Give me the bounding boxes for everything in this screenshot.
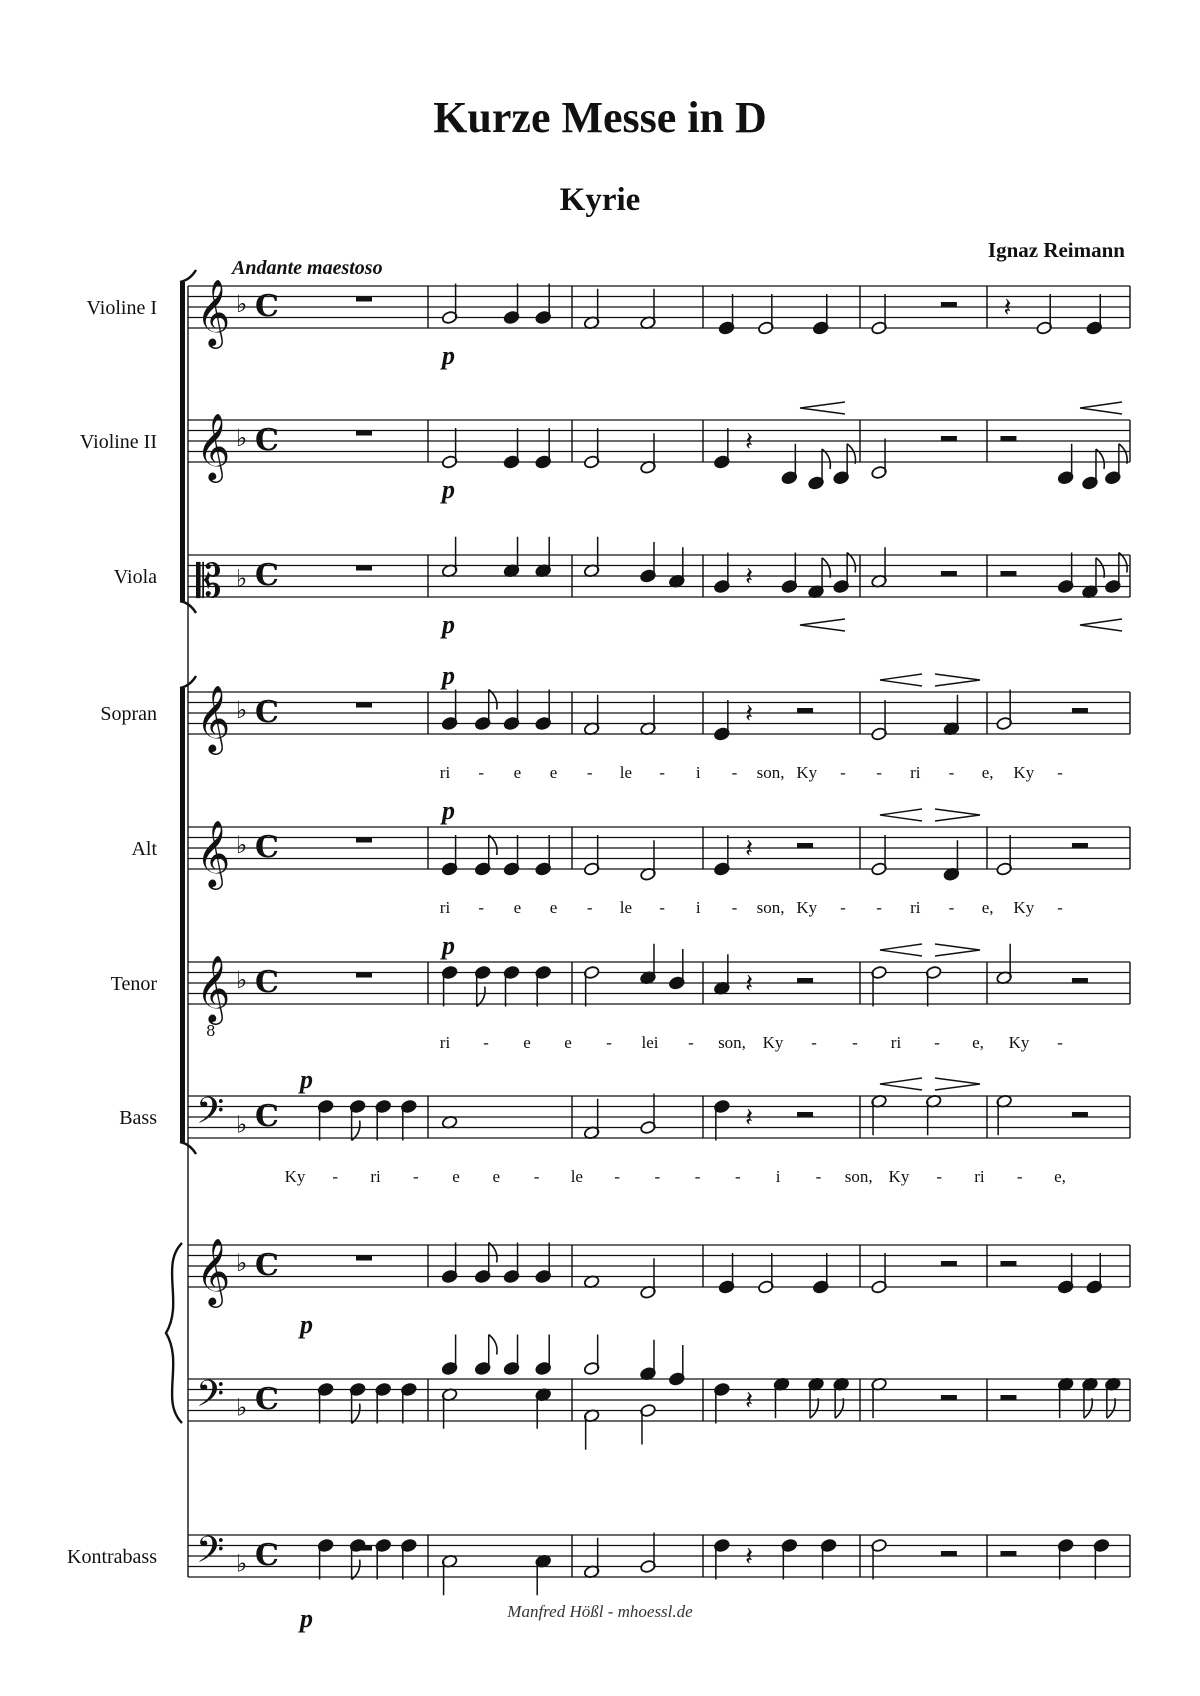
lyric-syllable: e <box>492 1167 501 1186</box>
common-time-icon: C <box>255 1382 279 1417</box>
key-flat-icon: ♭ <box>236 424 248 452</box>
lyric-syllable: - <box>735 1167 741 1186</box>
crescendo-hairpin <box>800 619 845 631</box>
lyric-syllable: ri <box>370 1167 381 1186</box>
dynamic-piano: p <box>442 341 455 370</box>
key-flat-icon: ♭ <box>236 564 248 593</box>
key-flat-icon: ♭ <box>236 290 248 318</box>
notes <box>317 284 1127 1596</box>
clef-treble-icon: 𝄞 <box>196 278 231 346</box>
lyric-syllable: e <box>549 898 558 917</box>
lyric-syllable: - <box>614 1167 620 1186</box>
quarter-rest-icon: 𝄽 <box>745 1103 754 1133</box>
crescendo-hairpin <box>1080 619 1122 631</box>
lyric-syllable: - <box>688 1033 694 1052</box>
note-flag <box>1084 1398 1092 1418</box>
whole-rest-icon <box>356 973 372 978</box>
strings-bracket <box>180 282 185 601</box>
choir-bracket <box>180 688 185 1142</box>
key-flat-icon: ♭ <box>236 831 248 859</box>
clef-bass-icon: 𝄢 <box>196 1373 225 1424</box>
lyric-syllable: e <box>564 1033 572 1052</box>
note-flag <box>1107 1398 1115 1418</box>
lyric-syllable: - <box>840 763 846 782</box>
lyric-syllable: - <box>948 898 955 917</box>
lyric-syllable: Ky <box>1008 1033 1030 1052</box>
common-time-icon: C <box>255 1538 279 1573</box>
composer-name: Ignaz Reimann <box>987 238 1125 262</box>
piano-brace <box>166 1243 182 1423</box>
quarter-rest-icon: 𝄽 <box>745 969 754 999</box>
clef-bass-icon: 𝄢 <box>196 1529 225 1580</box>
lyric-syllable: Ky <box>796 898 818 917</box>
lyric-syllable: - <box>483 1033 489 1052</box>
quarter-rest-icon: 𝄽 <box>745 427 754 457</box>
lyric-syllable: - <box>731 763 738 782</box>
common-time-icon: C <box>255 695 279 730</box>
barlines <box>188 286 1130 1577</box>
lyric-syllable: i <box>695 898 701 917</box>
quarter-rest-icon: 𝄽 <box>745 834 754 864</box>
lyric-syllable: - <box>654 1167 661 1186</box>
clef-treble-8-icon: 𝄞 <box>196 954 231 1022</box>
lyric-syllable: e <box>549 763 558 782</box>
key-flat-icon: ♭ <box>236 1549 248 1578</box>
lyric-syllable: ri <box>910 898 921 917</box>
quarter-rest-icon: 𝄽 <box>745 1542 754 1572</box>
dynamic-piano: p <box>300 1604 313 1633</box>
half-rest-icon <box>941 1261 957 1266</box>
common-time-icon: C <box>255 1099 279 1134</box>
staff-label-kontrabass: Kontrabass <box>67 1546 157 1568</box>
lyric-syllable: Ky <box>762 1033 784 1052</box>
staff-label-bass: Bass <box>119 1107 157 1129</box>
lyric-syllable: - <box>934 1033 940 1052</box>
lyric-syllable: e, <box>972 1033 984 1052</box>
dynamic-piano: p <box>300 1065 313 1094</box>
lyric-syllable: Ky <box>888 1167 910 1186</box>
half-rest-icon <box>1072 978 1088 983</box>
clef-treble-icon: 𝄞 <box>196 819 231 887</box>
lyric-syllable: - <box>659 898 665 917</box>
lyric-syllable: le <box>619 898 633 917</box>
lyric-syllable: - <box>586 898 593 917</box>
dynamic-piano: p <box>442 661 455 690</box>
whole-rest-icon <box>356 703 372 708</box>
whole-rest-icon <box>356 297 372 302</box>
decrescendo-hairpin <box>935 674 980 686</box>
staff-label-viola: Viola <box>113 566 157 588</box>
staff-label-violine1: Violine I <box>86 297 157 319</box>
lyric-syllable: lei <box>641 1033 659 1052</box>
lyric-syllable: Ky <box>284 1167 306 1186</box>
key-flat-icon: ♭ <box>236 1110 248 1139</box>
whole-rest-icon <box>356 566 372 571</box>
crescendo-hairpin <box>880 674 922 686</box>
half-rest-icon <box>941 571 957 576</box>
lyric-syllable: - <box>731 898 738 917</box>
key-flat-icon: ♭ <box>236 1249 248 1277</box>
lyric-syllable: i <box>775 1167 781 1186</box>
half-rest-icon <box>1072 843 1088 848</box>
staff-label-violine2: Violine II <box>79 431 157 453</box>
note-flag <box>1119 444 1127 464</box>
lyric-syllable: Ky <box>1013 898 1035 917</box>
lyric-syllable: i <box>695 763 701 782</box>
lyric-syllable: son, <box>718 1033 746 1052</box>
dynamic-piano: p <box>442 475 455 504</box>
half-rest-icon <box>941 302 957 307</box>
whole-rest-icon <box>356 1256 372 1261</box>
half-rest-icon <box>1000 1395 1016 1400</box>
key-flat-icon: ♭ <box>236 966 248 994</box>
lyric-syllable: - <box>478 898 485 917</box>
key-flat-icon: ♭ <box>236 696 248 724</box>
half-rest-icon <box>1072 708 1088 713</box>
common-time-icon: C <box>255 423 279 458</box>
lyric-syllable: - <box>811 1033 817 1052</box>
lyric-syllable: - <box>815 1167 822 1186</box>
clef-treble-icon: 𝄞 <box>196 684 231 752</box>
strings-bracket-top <box>180 270 196 282</box>
clef-bass-icon: 𝄢 <box>196 1090 225 1141</box>
lyric-syllable: ri <box>439 1033 451 1052</box>
lyric-syllable: - <box>586 763 593 782</box>
lyric-syllable: - <box>606 1033 612 1052</box>
crescendo-hairpin <box>880 809 922 821</box>
lyric-syllable: - <box>936 1167 943 1186</box>
common-time-icon: C <box>255 289 279 324</box>
common-time-icon: C <box>255 830 279 865</box>
lyric-syllable: son, <box>756 763 785 782</box>
whole-rest-icon <box>356 431 372 436</box>
crescendo-hairpin <box>880 1078 922 1090</box>
movement-title: Kyrie <box>559 182 641 218</box>
lyric-syllable: ri <box>910 763 921 782</box>
lyric-syllable: e <box>513 898 522 917</box>
whole-rest-icon <box>356 1546 372 1551</box>
lyric-syllable: ri <box>974 1167 985 1186</box>
key-flat-icon: ♭ <box>236 1393 248 1422</box>
half-rest-icon <box>797 708 813 713</box>
crescendo-hairpin <box>880 944 922 956</box>
note-flag <box>822 558 830 578</box>
lyric-syllable: - <box>1016 1167 1023 1186</box>
lyric-syllable: - <box>1057 898 1063 917</box>
note-flag <box>489 1335 497 1355</box>
decrescendo-hairpin <box>935 944 980 956</box>
half-rest-icon <box>941 436 957 441</box>
half-rest-icon <box>1000 436 1016 441</box>
lyric-syllable: ri <box>439 898 451 917</box>
half-rest-icon <box>941 1551 957 1556</box>
lyric-syllable: ri <box>439 763 451 782</box>
common-time-icon: C <box>255 1248 279 1283</box>
lyric-syllable: - <box>852 1033 858 1052</box>
lyric-syllable: son, <box>756 898 785 917</box>
note-flag <box>847 444 855 464</box>
clef-treble-icon: 𝄞 <box>196 1237 231 1305</box>
dynamic-piano: p <box>442 796 455 825</box>
note-flag <box>1096 558 1104 578</box>
lyric-syllable: e <box>513 763 522 782</box>
lyric-syllable: - <box>1057 763 1063 782</box>
lyric-syllable: ri <box>890 1033 902 1052</box>
lyric-syllable: le <box>619 763 633 782</box>
crescendo-hairpin <box>800 402 845 414</box>
dynamic-piano: p <box>300 1310 313 1339</box>
half-rest-icon <box>797 978 813 983</box>
lyric-syllable: e, <box>981 898 994 917</box>
lyric-syllable: - <box>332 1167 339 1186</box>
lyric-syllable: e <box>523 1033 531 1052</box>
quarter-rest-icon: 𝄽 <box>745 562 754 592</box>
lyric-syllable: e <box>452 1167 460 1186</box>
half-rest-icon <box>1000 1551 1016 1556</box>
lyric-syllable: - <box>840 898 846 917</box>
octave-eight-icon: 8 <box>206 1022 216 1040</box>
clefs <box>196 278 279 1580</box>
lyric-syllable: - <box>948 763 955 782</box>
common-time-icon: C <box>255 965 279 1000</box>
crescendo-hairpin <box>1080 402 1122 414</box>
whole-rest-icon <box>356 838 372 843</box>
half-rest-icon <box>941 1395 957 1400</box>
lyric-syllable: - <box>533 1167 540 1186</box>
staff-lines <box>188 286 1130 1577</box>
quarter-rest-icon: 𝄽 <box>745 1386 754 1416</box>
dynamic-piano: p <box>442 931 455 960</box>
lyric-syllable: - <box>412 1167 419 1186</box>
lyric-syllable: - <box>659 763 665 782</box>
footer-credit: Manfred Hößl - mhoessl.de <box>507 1602 693 1621</box>
half-rest-icon <box>797 1112 813 1117</box>
lyric-syllable: - <box>478 763 485 782</box>
staff-labels <box>67 297 157 1568</box>
note-flag <box>810 1398 818 1418</box>
lyric-syllable: e, <box>1054 1167 1066 1186</box>
lyric-syllable: Ky <box>796 763 818 782</box>
clef-treble-icon: 𝄞 <box>196 412 231 480</box>
note-flag <box>835 1398 843 1418</box>
quarter-rest-icon: 𝄽 <box>1003 293 1012 323</box>
tempo-marking: Andante maestoso <box>232 257 383 279</box>
staff-label-tenor: Tenor <box>110 973 157 995</box>
system-brackets <box>166 270 196 1423</box>
dynamic-piano: p <box>442 610 455 639</box>
lyric-syllable: Ky <box>1013 763 1035 782</box>
lyric-syllable: - <box>694 1167 701 1186</box>
lyric-syllable: le <box>570 1167 583 1186</box>
clef-alto-icon: 𝄡 <box>196 554 222 608</box>
lyric-syllable: - <box>1057 1033 1063 1052</box>
decrescendo-hairpin <box>935 1078 980 1090</box>
staff-label-alt: Alt <box>131 838 157 860</box>
lyric-syllable: e, <box>981 763 994 782</box>
lyric-syllable: - <box>876 898 882 917</box>
staff-label-sopran: Sopran <box>100 703 157 725</box>
score-title: Kurze Messe in D <box>433 93 767 142</box>
half-rest-icon <box>1072 1112 1088 1117</box>
half-rest-icon <box>797 843 813 848</box>
decrescendo-hairpin <box>935 809 980 821</box>
half-rest-icon <box>1000 1261 1016 1266</box>
half-rest-icon <box>1000 571 1016 576</box>
common-time-icon: C <box>255 558 279 593</box>
dynamics <box>298 341 1122 1633</box>
lyric-syllable: son, <box>844 1167 873 1186</box>
quarter-rest-icon: 𝄽 <box>745 699 754 729</box>
lyric-syllable: - <box>876 763 882 782</box>
